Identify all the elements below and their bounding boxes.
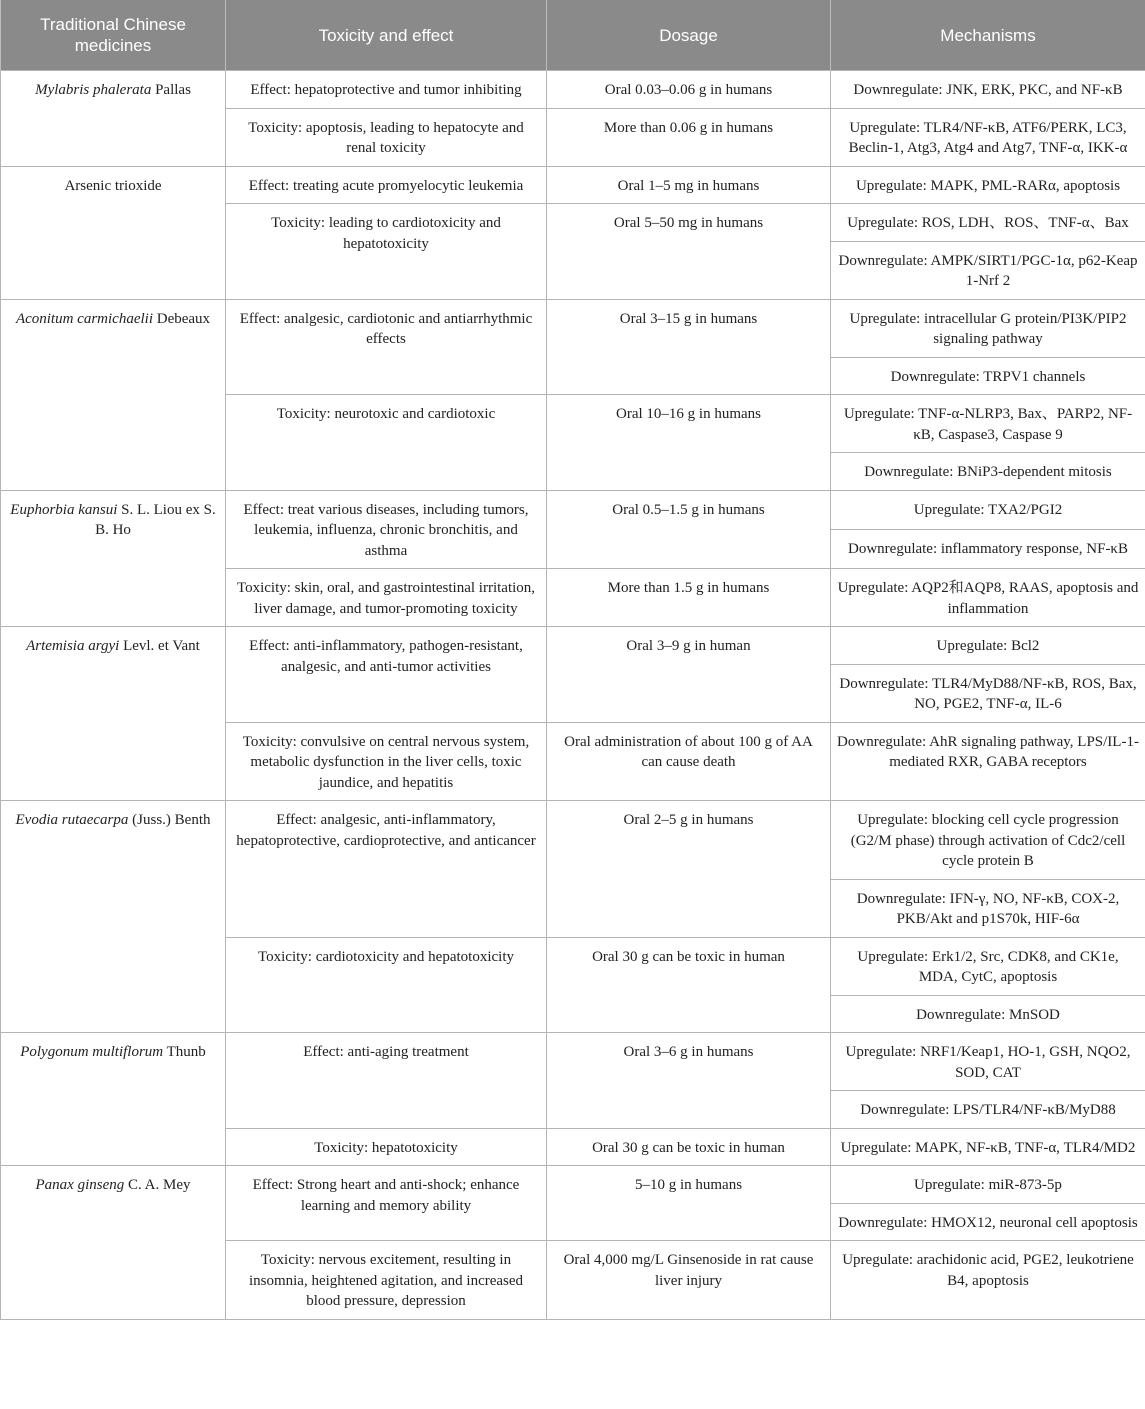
dosage-cell: Oral 0.03–0.06 g in humans	[547, 71, 831, 109]
effect-cell: Effect: treat various diseases, including tumors, leukemia, influenza, chronic bronchitis, and asthma	[226, 490, 547, 569]
dosage-cell: More than 0.06 g in humans	[547, 108, 831, 166]
mechanism-cell: Upregulate: TLR4/NF-κB, ATF6/PERK, LC3, Beclin-1, Atg3, Atg4 and Atg7, TNF-α, IKK-α	[831, 108, 1145, 166]
dosage-cell: Oral 0.5–1.5 g in humans	[547, 490, 831, 569]
mechanism-cell: Upregulate: NRF1/Keap1, HO-1, GSH, NQO2, SOD, CAT	[831, 1033, 1145, 1091]
dosage-cell: Oral 2–5 g in humans	[547, 801, 831, 938]
mechanism-cell: Downregulate: IFN-γ, NO, NF-κB, COX-2, PKB/Akt and p1S70k, HIF-6α	[831, 879, 1145, 937]
dosage-cell: Oral 10–16 g in humans	[547, 395, 831, 491]
dosage-cell: Oral 3–9 g in human	[547, 627, 831, 723]
mechanism-cell: Downregulate: TRPV1 channels	[831, 357, 1145, 395]
mechanism-cell: Downregulate: TLR4/MyD88/NF-κB, ROS, Bax, NO, PGE2, TNF-α, IL-6	[831, 664, 1145, 722]
mechanism-cell: Upregulate: MAPK, PML-RARα, apoptosis	[831, 166, 1145, 204]
dosage-cell: Oral 3–6 g in humans	[547, 1033, 831, 1129]
medicine-name: Polygonum multiflorum Thunb	[1, 1033, 226, 1166]
dosage-cell: Oral 4,000 mg/L Ginsenoside in rat cause liver injury	[547, 1241, 831, 1320]
mechanism-cell: Upregulate: Bcl2	[831, 627, 1145, 665]
dosage-cell: Oral 30 g can be toxic in human	[547, 937, 831, 1033]
table-row	[1, 299, 1145, 357]
mechanism-cell: Downregulate: MnSOD	[831, 995, 1145, 1033]
mechanism-cell: Upregulate: ROS, LDH、ROS、TNF-α、Bax	[831, 204, 1145, 242]
mechanism-cell: Downregulate: BNiP3-dependent mitosis	[831, 453, 1145, 491]
table-row	[1, 71, 1145, 109]
toxicity-cell: Toxicity: leading to cardiotoxicity and hepatotoxicity	[226, 204, 547, 300]
mechanism-cell: Upregulate: intracellular G protein/PI3K/PIP2 signaling pathway	[831, 299, 1145, 357]
medicine-name: Euphorbia kansui S. L. Liou ex S. B. Ho	[1, 490, 226, 627]
effect-cell: Effect: analgesic, anti-inflammatory, hepatoprotective, cardioprotective, and anticancer	[226, 801, 547, 938]
table-row	[1, 1166, 1145, 1204]
table-row	[1, 490, 1145, 529]
effect-cell: Effect: analgesic, cardiotonic and antiarrhythmic effects	[226, 299, 547, 395]
header-medicines: Traditional Chinese medicines	[1, 0, 226, 71]
mechanism-cell: Upregulate: TNF-α-NLRP3, Bax、PARP2, NF-κB, Caspase3, Caspase 9	[831, 395, 1145, 453]
mechanism-cell: Upregulate: Erk1/2, Src, CDK8, and CK1e, MDA, CytC, apoptosis	[831, 937, 1145, 995]
effect-cell: Effect: treating acute promyelocytic leukemia	[226, 166, 547, 204]
toxicity-cell: Toxicity: apoptosis, leading to hepatocyte and renal toxicity	[226, 108, 547, 166]
toxicity-cell: Toxicity: skin, oral, and gastrointestinal irritation, liver damage, and tumor-promoting toxicity	[226, 569, 547, 627]
medicine-name: Arsenic trioxide	[1, 166, 226, 299]
effect-cell: Effect: anti-aging treatment	[226, 1033, 547, 1129]
mechanism-cell: Upregulate: arachidonic acid, PGE2, leukotriene B4, apoptosis	[831, 1241, 1145, 1320]
medicine-name: Panax ginseng C. A. Mey	[1, 1166, 226, 1320]
dosage-cell: Oral administration of about 100 g of AA can cause death	[547, 722, 831, 801]
effect-cell: Effect: anti-inflammatory, pathogen-resistant, analgesic, and anti-tumor activities	[226, 627, 547, 723]
mechanism-cell: Downregulate: JNK, ERK, PKC, and NF-κB	[831, 71, 1145, 109]
dosage-cell: Oral 1–5 mg in humans	[547, 166, 831, 204]
header-mechanisms: Mechanisms	[831, 0, 1145, 71]
mechanism-cell: Downregulate: HMOX12, neuronal cell apoptosis	[831, 1203, 1145, 1241]
effect-cell: Effect: hepatoprotective and tumor inhibiting	[226, 71, 547, 109]
medicine-name: Evodia rutaecarpa (Juss.) Benth	[1, 801, 226, 1033]
toxicity-cell: Toxicity: nervous excitement, resulting in insomnia, heightened agitation, and increased blood pressure, depression	[226, 1241, 547, 1320]
mechanism-cell: Upregulate: MAPK, NF-κB, TNF-α, TLR4/MD2	[831, 1128, 1145, 1166]
dosage-cell: 5–10 g in humans	[547, 1166, 831, 1241]
mechanism-cell: Downregulate: AMPK/SIRT1/PGC-1α, p62-Keap 1-Nrf 2	[831, 241, 1145, 299]
mechanism-cell: Upregulate: AQP2和AQP8, RAAS, apoptosis and inflammation	[831, 569, 1145, 627]
medicine-name: Aconitum carmichaelii Debeaux	[1, 299, 226, 490]
effect-cell: Effect: Strong heart and anti-shock; enhance learning and memory ability	[226, 1166, 547, 1241]
medicine-name: Mylabris phalerata Pallas	[1, 71, 226, 167]
mechanism-cell: Downregulate: inflammatory response, NF-κB	[831, 529, 1145, 568]
dosage-cell: Oral 3–15 g in humans	[547, 299, 831, 395]
header-row	[1, 0, 1145, 71]
dosage-cell: Oral 5–50 mg in humans	[547, 204, 831, 300]
table-row	[1, 1033, 1145, 1091]
toxicity-cell: Toxicity: convulsive on central nervous system, metabolic dysfunction in the liver cells, toxic jaundice, and hepatitis	[226, 722, 547, 801]
table-row	[1, 627, 1145, 665]
mechanism-cell: Downregulate: AhR signaling pathway, LPS/IL-1-mediated RXR, GABA receptors	[831, 722, 1145, 801]
mechanism-cell: Upregulate: TXA2/PGI2	[831, 490, 1145, 529]
mechanism-cell: Downregulate: LPS/TLR4/NF-κB/MyD88	[831, 1091, 1145, 1129]
toxicity-cell: Toxicity: cardiotoxicity and hepatotoxicity	[226, 937, 547, 1033]
header-toxicity-effect: Toxicity and effect	[226, 0, 547, 71]
header-dosage: Dosage	[547, 0, 831, 71]
table-row	[1, 166, 1145, 204]
mechanism-cell: Upregulate: miR-873-5p	[831, 1166, 1145, 1204]
dosage-cell: More than 1.5 g in humans	[547, 569, 831, 627]
medicine-name: Artemisia argyi Levl. et Vant	[1, 627, 226, 801]
toxicity-cell: Toxicity: neurotoxic and cardiotoxic	[226, 395, 547, 491]
table-row	[1, 801, 1145, 880]
toxicity-cell: Toxicity: hepatotoxicity	[226, 1128, 547, 1166]
mechanism-cell: Upregulate: blocking cell cycle progression (G2/M phase) through activation of Cdc2/cell cycle protein B	[831, 801, 1145, 880]
dosage-cell: Oral 30 g can be toxic in human	[547, 1128, 831, 1166]
